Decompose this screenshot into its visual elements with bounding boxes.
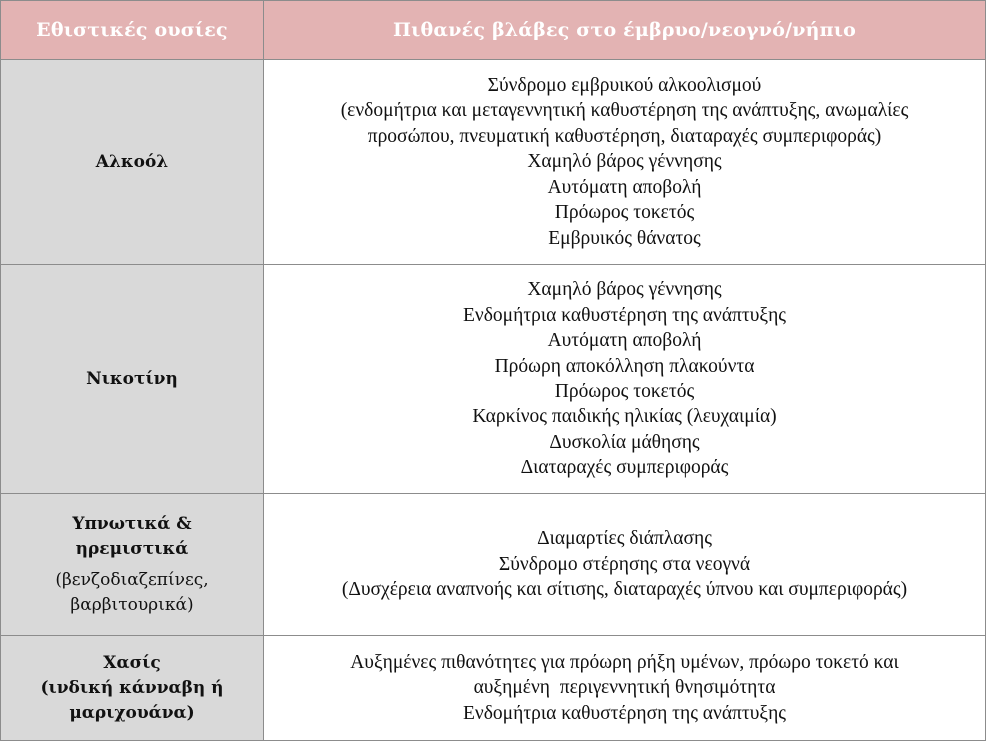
substance-cell bbox=[1, 60, 264, 265]
substance-name: Χασίς bbox=[103, 652, 161, 673]
effect-item: Πρόωρος τοκετός bbox=[554, 202, 695, 224]
effect-item: (Δυσχέρεια αναπνοής και σίτισης, διαταραχές ύπνου και συμπεριφοράς) bbox=[341, 579, 908, 601]
effect-item: Διαταραχές συμπεριφοράς bbox=[520, 457, 729, 479]
substance-cell bbox=[1, 636, 264, 741]
effects-cell bbox=[264, 265, 986, 494]
effect-item: προσώπου, πνευματική καθυστέρηση, διαταραχές συμπεριφοράς) bbox=[367, 125, 882, 147]
effect-item: Ενδομήτρια καθυστέρηση της ανάπτυξης bbox=[463, 304, 786, 326]
effect-item: Χαμηλό βάρος γέννησης bbox=[527, 279, 722, 301]
effect-item: Χαμηλό βάρος γέννησης bbox=[527, 151, 722, 173]
header-substances: Εθιστικές ουσίες bbox=[1, 1, 264, 60]
substance-cell bbox=[1, 265, 264, 494]
substance-cell bbox=[1, 494, 264, 636]
effects-cell bbox=[264, 494, 986, 636]
header-row bbox=[1, 1, 986, 60]
effect-item: Ενδομήτρια καθυστέρηση της ανάπτυξης bbox=[463, 702, 786, 724]
substance-note bbox=[7, 568, 257, 618]
substance-name: μαριχουάνα) bbox=[69, 702, 195, 723]
table-row-cannabis bbox=[1, 636, 986, 741]
substance-note-line: βαρβιτουρικά) bbox=[70, 594, 194, 615]
effect-item: αυξημένη περιγεννητική θνησιμότητα bbox=[473, 677, 776, 699]
substance-name: (ινδική κάνναβη ή bbox=[40, 677, 224, 698]
effect-item: Σύνδρομο εμβρυικού αλκοολισμού bbox=[487, 75, 762, 97]
substance-name: Αλκοόλ bbox=[95, 151, 169, 172]
effect-item: Αυτόματη αποβολή bbox=[547, 330, 702, 352]
substance-name: ηρεμιστικά bbox=[75, 538, 189, 559]
effects-cell bbox=[264, 60, 986, 265]
effect-item: Δυσκολία μάθησης bbox=[549, 431, 700, 453]
effect-item: Σύνδρομο στέρησης στα νεογνά bbox=[498, 553, 751, 575]
effect-item: (ενδομήτρια και μεταγεννητική καθυστέρηση της ανάπτυξης, ανωμαλίες bbox=[340, 100, 909, 122]
effect-item: Καρκίνος παιδικής ηλικίας (λευχαιμία) bbox=[472, 406, 777, 428]
effects-cell bbox=[264, 636, 986, 741]
effect-item: Διαμαρτίες διάπλασης bbox=[537, 528, 712, 550]
effect-item: Πρόωρος τοκετός bbox=[554, 381, 695, 402]
table-row-sedatives bbox=[1, 494, 986, 636]
table-row-nicotine bbox=[1, 265, 986, 494]
substance-name: Νικοτίνη bbox=[86, 368, 178, 389]
effect-item: Εμβρυικός θάνατος bbox=[548, 227, 701, 249]
effect-item: Πρόωρη αποκόλληση πλακούντα bbox=[494, 355, 755, 377]
header-effects: Πιθανές βλάβες στο έμβρυο/νεογνό/νήπιο bbox=[264, 1, 986, 60]
table-row-alcohol bbox=[1, 60, 986, 265]
substance-name: Υπνωτικά & bbox=[72, 513, 192, 534]
effect-item: Αυξημένες πιθανότητες για πρόωρη ρήξη υμένων, πρόωρο τοκετό και bbox=[350, 651, 899, 673]
effect-item: Αυτόματη αποβολή bbox=[547, 176, 702, 198]
substance-note-line: (βενζοδιαζεπίνες, bbox=[55, 569, 209, 590]
